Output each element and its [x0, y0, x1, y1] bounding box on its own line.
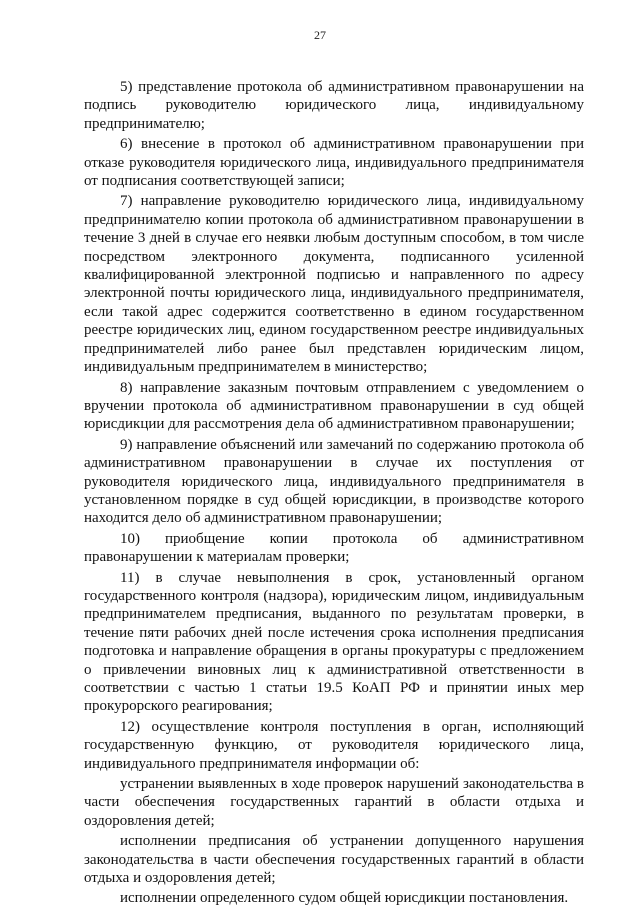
paragraph-subitem-court-decision: исполнении определенного судом общей юрисдикции постановления. — [120, 890, 569, 907]
paragraph-item-12: 12) осуществление контроля поступления в орган, исполняющий государственную функцию, от руководителя юридического лица, индивидуального предпринимателя информации об: — [84, 718, 584, 772]
paragraph-item-10: 10) приобщение копии протокола об административном правонарушении к материалам проверки; — [84, 530, 584, 566]
page-number: 27 — [314, 28, 326, 42]
paragraph-subitem-elimination: устранении выявленных в ходе проверок нарушений законодательства в части обеспечения государственных гарантий в области отдыха и оздоровления детей; — [84, 776, 584, 829]
paragraph-item-7: 7) направление руководителю юридического лица, индивидуальному предпринимателю копии протокола об административном правонарушении в течение 3 дней в случае его неявки любым доступным способом, в том числе посредством электронного документа, подписанного усиленной квалифицированной электронной подписью и направленного по адресу электронной почты юридического лица, индивидуального предпринимателя, если такой адрес содержится соответственно в едином государственном реестре юридических лиц, едином государственном реестре индивидуальных предпринимателей либо ранее был представлен юридическим лицом, индивидуальным предпринимателем в министерство; — [84, 193, 584, 376]
paragraph-item-9: 9) направление объяснений или замечаний по содержанию протокола об административном правонарушении в случае их поступления от руководителя юридического лица, индивидуального предпринимателя в установленном порядке в суд общей юрисдикции, в производстве которого находится дело об административном правонарушении; — [84, 436, 584, 527]
paragraph-item-11: 11) в случае невыполнения в срок, установленный органом государственного контроля (надзора), юридическим лицом, индивидуальным предпринимателем предписания, выданного по результатам проверки, в течение пяти рабочих дней после истечения срока исполнения предписания подготовка и направление обращения в органы прокуратуры с предложением о привлечении виновных лиц к административной ответственности в соответствии с частью 1 статьи 19.5 КоАП РФ и принятии иных мер прокурорского реагирования; — [84, 569, 584, 715]
paragraph-item-6: 6) внесение в протокол об административном правонарушении при отказе руководителя юридического лица, индивидуального предпринимателя от подписания соответствующей записи; — [84, 136, 584, 190]
paragraph-subitem-order-execution: исполнении предписания об устранении допущенного нарушения законодательства в части обеспечения государственных гарантий в области отдыха и оздоровления детей; — [84, 833, 584, 887]
paragraph-item-5: 5) представление протокола об административном правонарушении на подпись руководителю юридического лица, индивидуальному предпринимателю; — [84, 79, 584, 132]
paragraph-item-8: 8) направление заказным почтовым отправлением с уведомлением о вручении протокола об административном правонарушении в суд общей юрисдикции для рассмотрения дела об административном правонарушении; — [84, 379, 584, 433]
document-body — [84, 78, 584, 910]
